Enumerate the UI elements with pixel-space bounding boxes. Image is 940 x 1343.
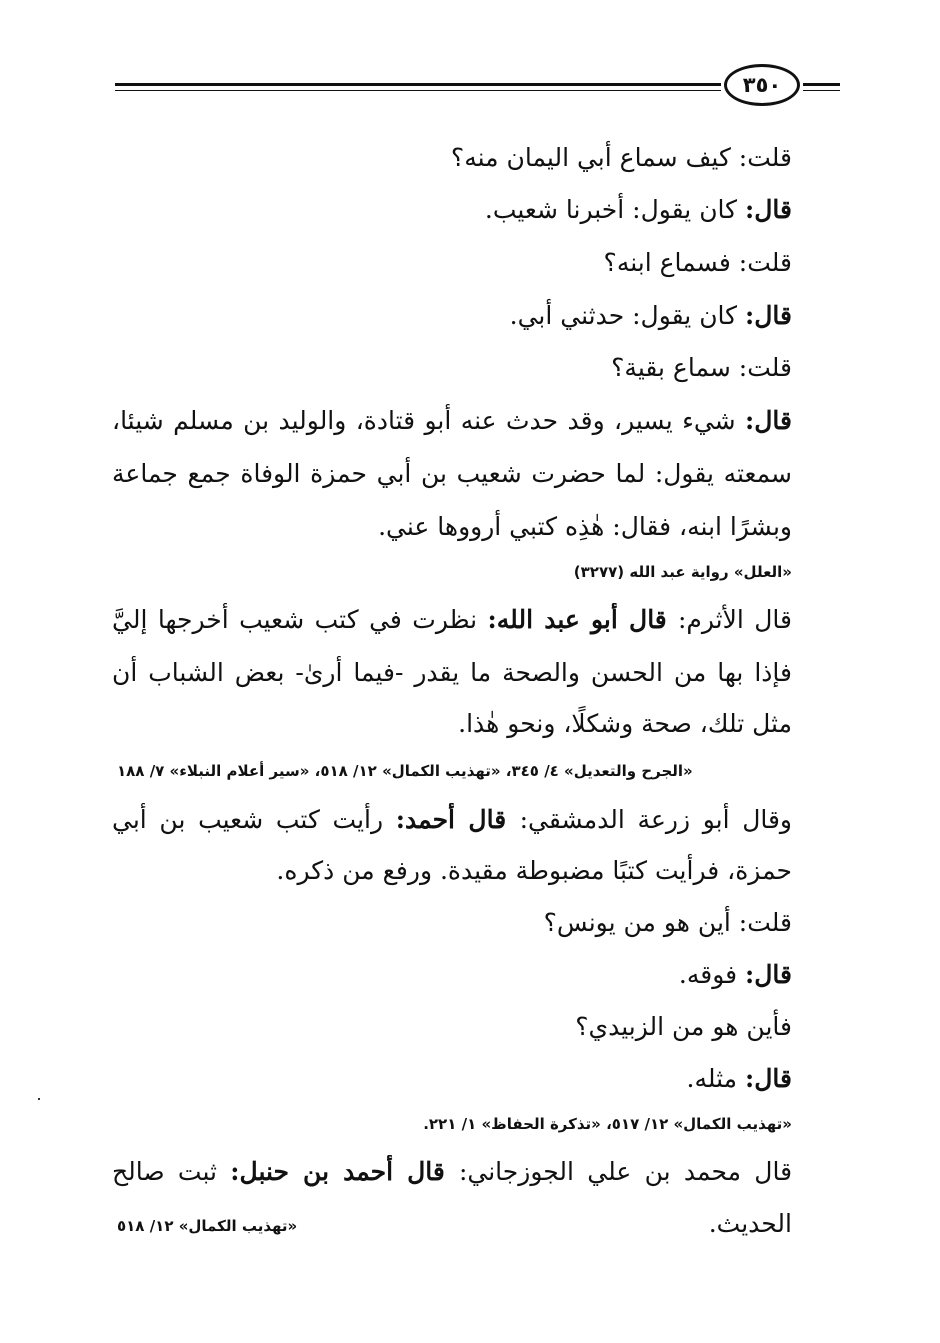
line-text: كان يقول: أخبرنا شعيب. xyxy=(484,195,746,224)
speaker-label: قال: xyxy=(745,195,792,224)
speaker-label: قال أبو عبد الله: xyxy=(487,605,678,634)
line-text: الحديث. xyxy=(708,1209,792,1238)
line-text: نظرت في كتب شعيب أخرجها إليَّ xyxy=(112,605,478,634)
speaker-label: قال: xyxy=(745,1064,792,1093)
text-line xyxy=(458,707,792,741)
line-text: قلت: فسماع ابنه؟ xyxy=(603,248,792,277)
speaker-label: قال: xyxy=(745,301,792,330)
line-text: رأيت كتب شعيب بن أبي xyxy=(112,805,396,834)
text-line xyxy=(112,656,792,690)
line-text: ثبت صالح xyxy=(112,1157,231,1186)
line-text: فأين هو من الزبيدي؟ xyxy=(575,1012,792,1041)
text-line xyxy=(709,1207,792,1241)
text-line xyxy=(679,958,792,992)
text-line xyxy=(112,803,792,837)
header-rule xyxy=(803,83,840,86)
page-header xyxy=(115,64,840,110)
narrator-label: وقال أبو زرعة الدمشقي: xyxy=(519,805,792,834)
speaker-label: قال أحمد: xyxy=(395,805,520,834)
text-line xyxy=(112,603,792,637)
text-line xyxy=(378,510,792,544)
line-text: فوقه. xyxy=(678,960,746,989)
line-text: وبشرًا ابنه، فقال: هٰذِه كتبي أرووها عني. xyxy=(378,512,792,541)
reference-note: «تهذيب الكمال» ١٢/ ٥١٨ xyxy=(117,1217,298,1235)
text-line xyxy=(112,1155,792,1189)
line-text: سمعته يقول: لما حضرت شعيب بن أبي حمزة الوفاة جمع جماعة xyxy=(112,459,792,488)
reference-note: «تهذيب الكمال» ١٢/ ٥١٧، «تذكرة الحفاظ» ١/ ٢٢١. xyxy=(423,1115,792,1133)
text-line xyxy=(112,404,792,438)
speaker-label: قال: xyxy=(745,960,792,989)
reference-note: «الجرح والتعديل» ٤/ ٣٤٥، «تهذيب الكمال» ١٢/ ٥١٨، «سير أعلام النبلاء» ٧/ ١٨٨ xyxy=(117,762,693,780)
text-line xyxy=(575,1010,792,1044)
text-line xyxy=(451,141,792,175)
text-line xyxy=(687,1062,792,1096)
text-line xyxy=(510,299,792,333)
line-text: مثله. xyxy=(686,1064,746,1093)
text-line xyxy=(604,246,792,280)
text-line xyxy=(485,193,792,227)
line-text: قلت: كيف سماع أبي اليمان منه؟ xyxy=(450,143,792,172)
reference-note: «العلل» رواية عبد الله (٣٢٧٧) xyxy=(573,563,792,581)
page-number: ٣٥٠ xyxy=(724,64,800,106)
header-rule xyxy=(115,83,721,86)
line-text: فإذا بها من الحسن والصحة ما يقدر -فيما أرىٰ- بعض الشباب أن xyxy=(112,658,792,687)
text-line xyxy=(611,351,792,385)
line-text: مثل تلك، صحة وشكلًا، ونحو هٰذا. xyxy=(458,709,792,738)
speaker-label: قال: xyxy=(745,406,792,435)
line-text: حمزة، فرأيت كتبًا مضبوطة مقيدة. ورفع من ذكره. xyxy=(276,856,792,885)
line-text: قلت: أين هو من يونس؟ xyxy=(543,908,792,937)
scan-speck xyxy=(38,1098,40,1100)
header-rule xyxy=(115,90,721,91)
header-rule xyxy=(803,90,840,91)
narrator-label: قال محمد بن علي الجوزجاني: xyxy=(458,1157,792,1186)
text-line xyxy=(544,906,792,940)
narrator-label: قال الأثرم: xyxy=(677,605,792,634)
line-text: قلت: سماع بقية؟ xyxy=(611,353,792,382)
line-text: كان يقول: حدثني أبي. xyxy=(509,301,746,330)
text-line xyxy=(276,854,792,888)
speaker-label: قال أحمد بن حنبل: xyxy=(230,1157,459,1186)
text-line xyxy=(112,457,792,491)
line-text: شيء يسير، وقد حدث عنه أبو قتادة، والوليد بن مسلم شيئا، xyxy=(112,406,736,435)
